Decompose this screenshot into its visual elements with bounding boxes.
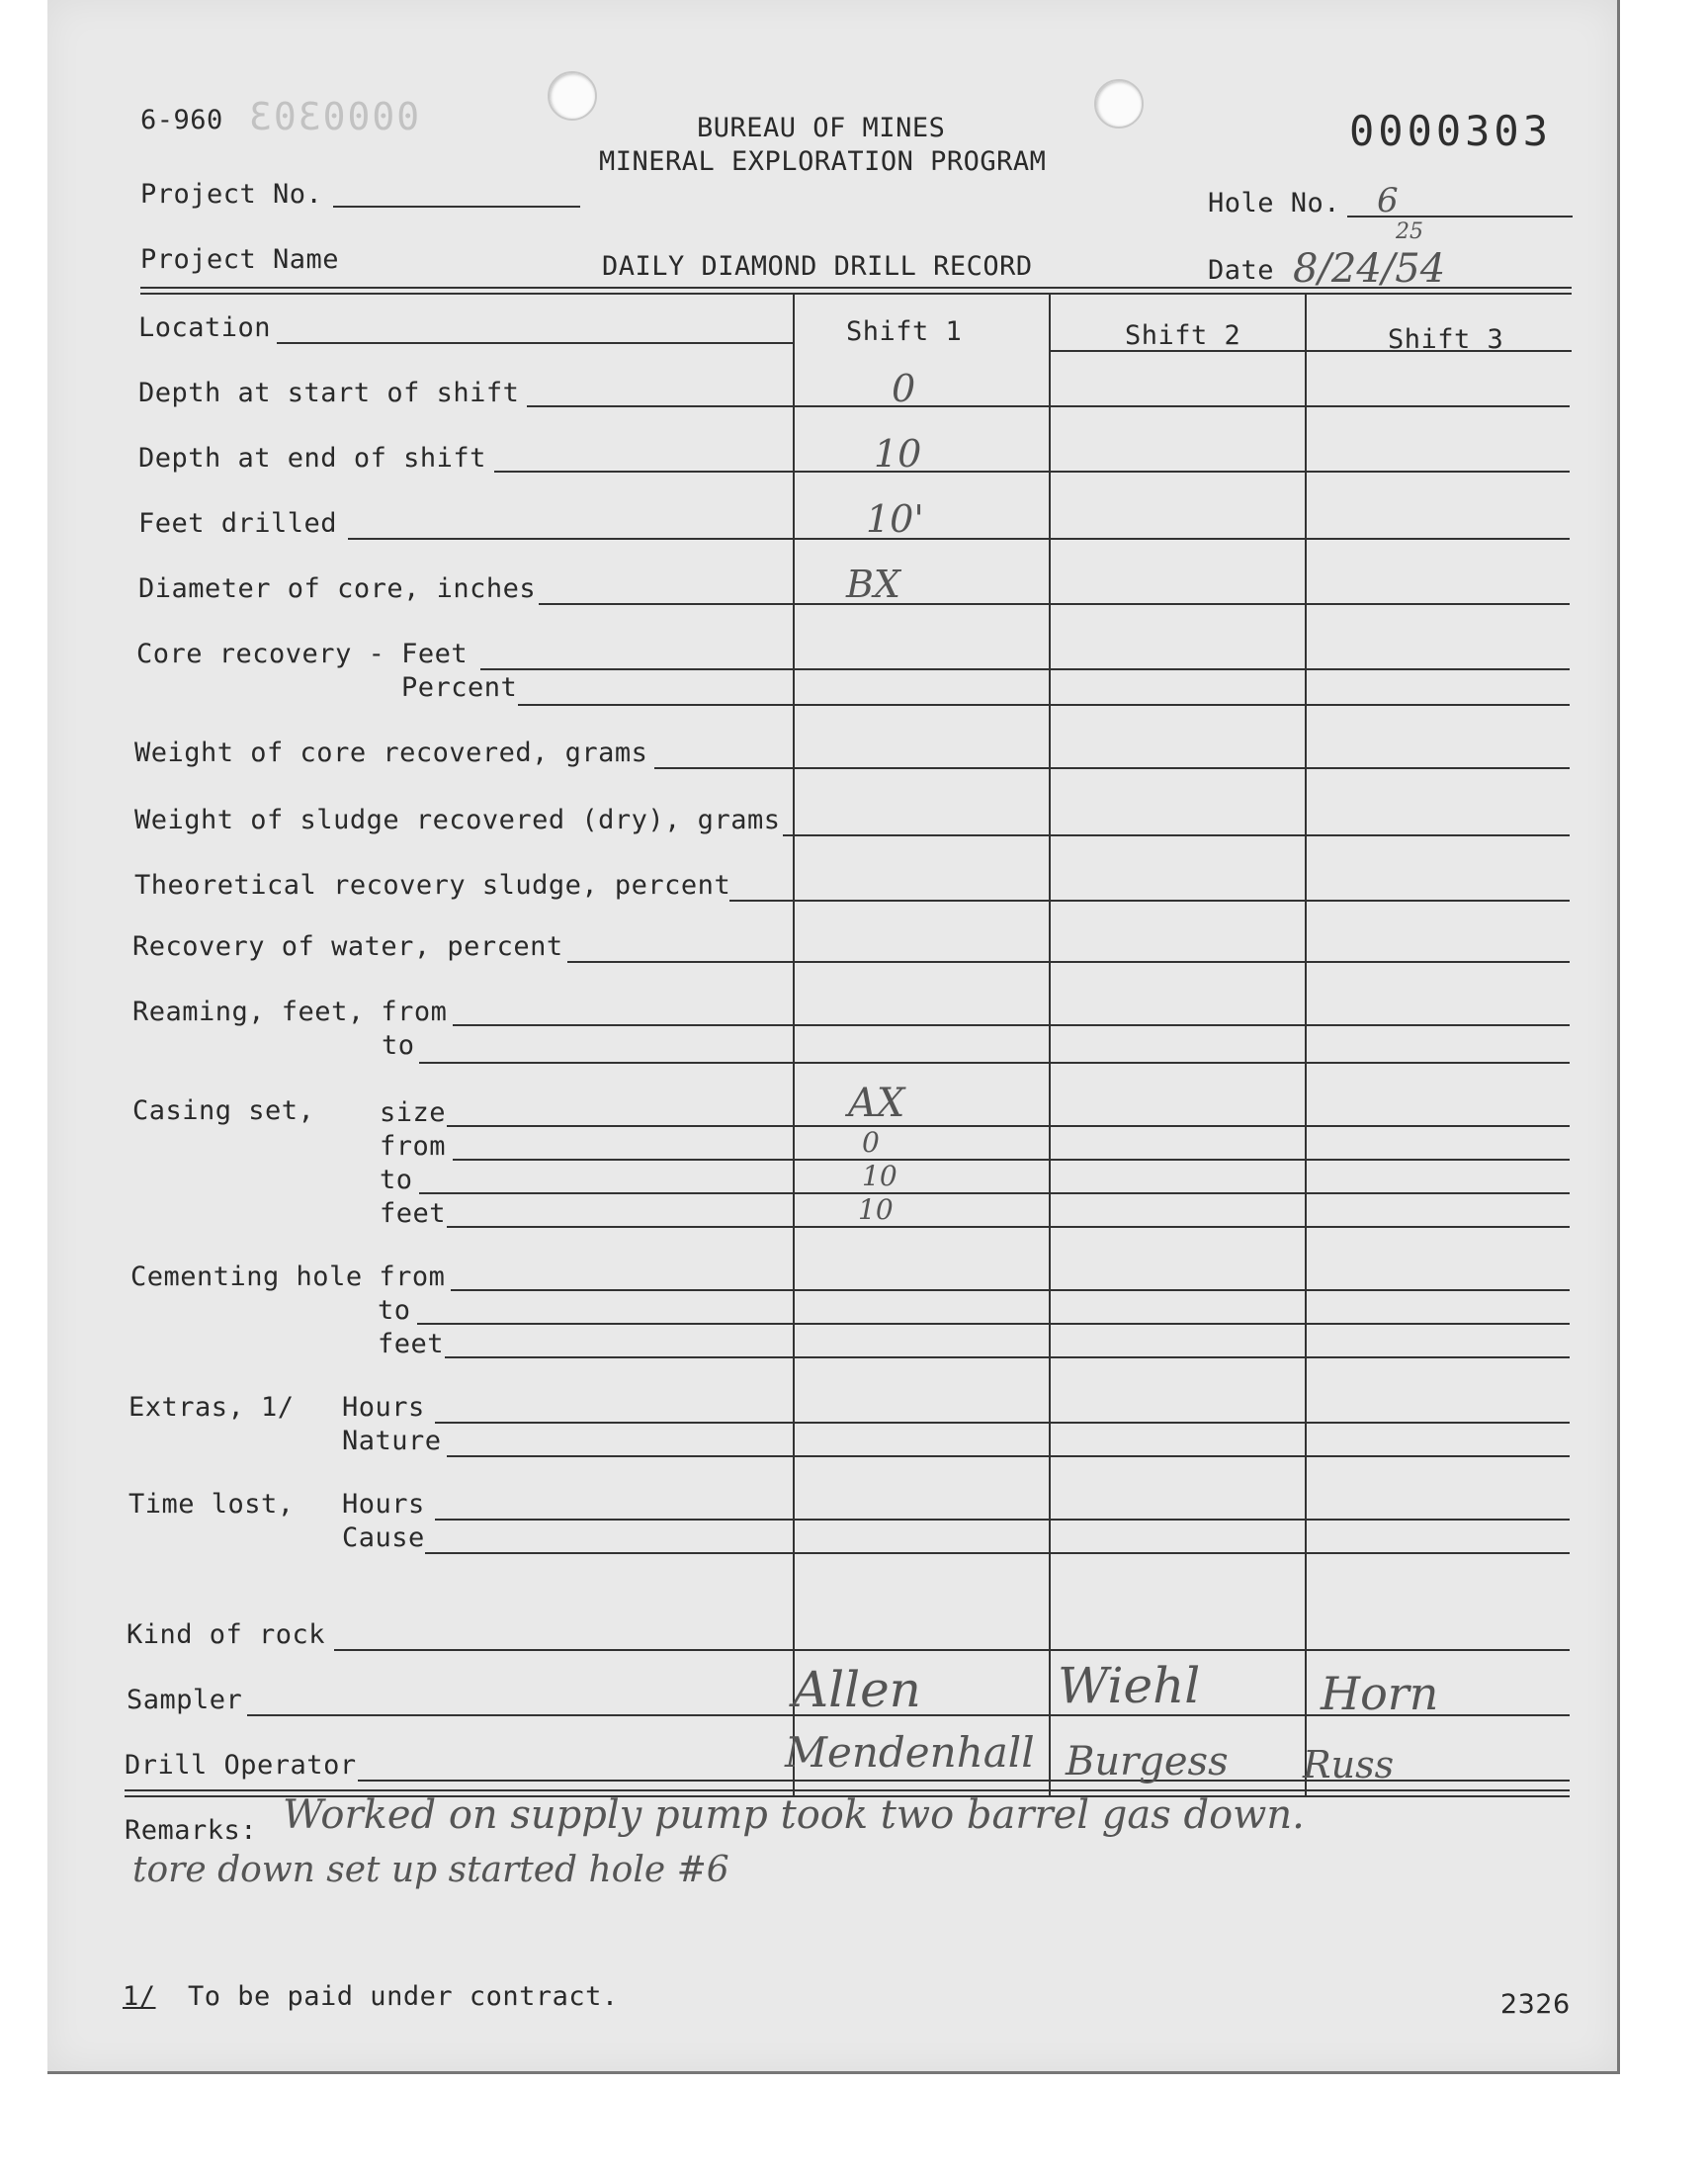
top-rule bbox=[140, 287, 1572, 289]
remarks-line-1: Worked on supply pump took two barrel gas down. bbox=[283, 1792, 1305, 1838]
shift-1-header: Shift 1 bbox=[846, 316, 963, 347]
hole-no-value: 6 bbox=[1377, 181, 1399, 220]
row-label-casing-to: to bbox=[380, 1165, 413, 1195]
operator-signature-3: Russ bbox=[1303, 1743, 1395, 1786]
remarks-rule bbox=[125, 1789, 1570, 1791]
remarks-label: Remarks: bbox=[125, 1815, 258, 1846]
shift1-casing-to: 10 bbox=[862, 1160, 897, 1192]
row-label-weight-sludge: Weight of sludge recovered (dry), grams bbox=[134, 805, 781, 835]
operator-signature-2: Burgess bbox=[1066, 1739, 1229, 1784]
operator-signature-1: Mendenhall bbox=[785, 1728, 1035, 1777]
row-label-weight-core: Weight of core recovered, grams bbox=[134, 738, 648, 768]
row-label-feet-drilled: Feet drilled bbox=[138, 508, 338, 539]
shift-3-header: Shift 3 bbox=[1388, 324, 1504, 355]
sampler-signature-1: Allen bbox=[793, 1661, 921, 1718]
record-title: DAILY DIAMOND DRILL RECORD bbox=[602, 251, 1033, 282]
shift1-depth-end: 10 bbox=[874, 432, 922, 476]
remarks-line-2: tore down set up started hole #6 bbox=[132, 1850, 729, 1890]
row-label-theoretical: Theoretical recovery sludge, percent bbox=[134, 870, 731, 901]
row-label-location: Location bbox=[138, 312, 272, 343]
punch-hole-right bbox=[1094, 79, 1144, 129]
row-label-extras-nature: Nature bbox=[342, 1426, 442, 1456]
hole-no-label: Hole No. bbox=[1208, 188, 1341, 218]
agency-title: BUREAU OF MINES bbox=[697, 113, 946, 143]
row-label-time-lost: Time lost, bbox=[128, 1489, 295, 1520]
row-label-reaming: Reaming, feet, from bbox=[132, 997, 448, 1027]
serial-stamp: 0000303 bbox=[1349, 107, 1553, 155]
date-label: Date bbox=[1208, 255, 1275, 286]
row-label-cementing-feet: feet bbox=[378, 1329, 445, 1359]
row-label-percent: Percent bbox=[401, 672, 518, 703]
sampler-signature-2: Wiehl bbox=[1058, 1657, 1201, 1714]
row-label-cementing: Cementing hole from bbox=[130, 1262, 446, 1292]
form-number: 6-960 bbox=[140, 105, 223, 135]
row-label-extras: Extras, 1/ bbox=[128, 1392, 295, 1423]
date-correction: 25 bbox=[1396, 219, 1423, 244]
shift-2-header: Shift 2 bbox=[1125, 320, 1241, 351]
project-name-label: Project Name bbox=[140, 244, 340, 275]
row-label-reaming-to: to bbox=[382, 1030, 415, 1061]
row-label-time-cause: Cause bbox=[342, 1522, 425, 1553]
date-value: 8/24/54 bbox=[1293, 246, 1446, 292]
row-label-kind-of-rock: Kind of rock bbox=[127, 1619, 326, 1650]
shift1-casing-from: 0 bbox=[862, 1126, 880, 1159]
row-label-casing-from: from bbox=[380, 1131, 447, 1162]
bleed-through-number: 0000303 bbox=[247, 95, 420, 138]
shift1-casing-size: AX bbox=[848, 1081, 905, 1126]
row-label-water: Recovery of water, percent bbox=[132, 931, 563, 962]
row-label-core-recovery: Core recovery - Feet bbox=[136, 639, 469, 669]
column-divider-2 bbox=[1049, 293, 1051, 1795]
column-divider-1 bbox=[793, 293, 795, 1795]
shift1-casing-feet: 10 bbox=[858, 1193, 894, 1226]
row-label-casing-feet: feet bbox=[380, 1198, 447, 1229]
shift1-feet-drilled: 10' bbox=[866, 497, 924, 541]
hole-no-line bbox=[1347, 216, 1573, 218]
footnote-mark: 1/ bbox=[123, 1981, 156, 2012]
shift1-depth-start: 0 bbox=[892, 367, 916, 410]
project-no-line bbox=[333, 206, 580, 208]
sampler-signature-3: Horn bbox=[1321, 1667, 1439, 1720]
row-label-extras-hours: Hours bbox=[342, 1392, 425, 1423]
row-label-sampler: Sampler bbox=[127, 1685, 243, 1715]
row-label-depth-start: Depth at start of shift bbox=[138, 378, 520, 408]
row-label-diameter: Diameter of core, inches bbox=[138, 573, 537, 604]
punch-hole-left bbox=[548, 71, 597, 121]
footnote-text: To be paid under contract. bbox=[188, 1981, 619, 2012]
row-label-cementing-to: to bbox=[378, 1295, 411, 1326]
program-title: MINERAL EXPLORATION PROGRAM bbox=[599, 146, 1047, 177]
row-label-casing-size: size bbox=[380, 1097, 447, 1128]
page-number: 2326 bbox=[1500, 1989, 1571, 2020]
project-no-label: Project No. bbox=[140, 179, 323, 210]
column-divider-3 bbox=[1305, 293, 1307, 1795]
row-label-drill-operator: Drill Operator bbox=[125, 1750, 357, 1781]
row-label-depth-end: Depth at end of shift bbox=[138, 443, 486, 474]
shift1-diameter: BX bbox=[846, 563, 900, 606]
row-label-casing: Casing set, bbox=[132, 1095, 315, 1126]
row-label-time-hours: Hours bbox=[342, 1489, 425, 1520]
